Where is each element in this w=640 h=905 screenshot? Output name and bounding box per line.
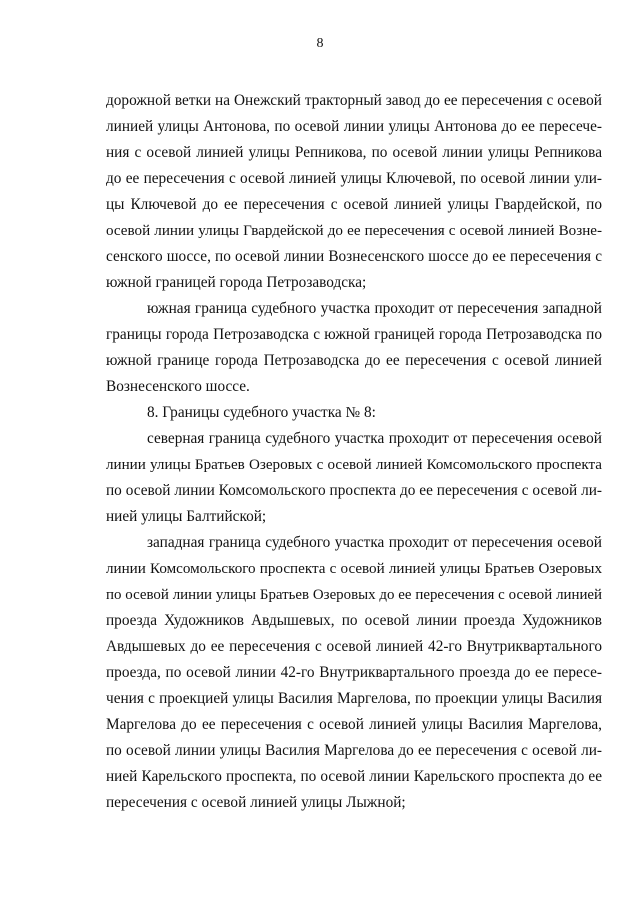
text-line: южной границей города Петрозаводска; (106, 274, 367, 291)
text-line: нией Карельского проспекта, по осевой линии Карельского проспекта до ее (106, 768, 602, 785)
text-line: проезда Художников Авдышевых, по осевой линии проезда Художников (106, 612, 602, 629)
text-line: чения с проекцией улицы Василия Маргелова, по проекции улицы Василия (106, 690, 602, 707)
text-line: по осевой линии Комсомольского проспекта до ее пересечения с осевой ли- (106, 482, 602, 499)
text-line: линии Комсомольского проспекта с осевой линией улицы Братьев Озеровых (106, 561, 602, 577)
text-line: дорожной ветки на Онежский тракторный завод до ее пересечения с осевой (106, 92, 602, 109)
text-line: западная граница судебного участка проходит от пересечения осевой (147, 534, 602, 551)
text-line: южной границе города Петрозаводска до ее пересечения с осевой линией (106, 352, 602, 369)
text-line: 8. Границы судебного участка № 8: (147, 404, 376, 421)
text-line: ния с осевой линией улицы Репникова, по осевой линии улицы Репникова (106, 144, 602, 161)
text-line: цы Ключевой до ее пересечения с осевой линией улицы Гвардейской, по (106, 196, 602, 213)
text-line: границы города Петрозаводска с южной границей города Петрозаводска по (106, 326, 602, 343)
text-line: проезда, по осевой линии 42-го Внутриквартального проезда до ее пересе- (106, 664, 602, 681)
text-line: южная граница судебного участка проходит от пересечения западной (147, 300, 602, 317)
text-line: Маргелова до ее пересечения с осевой линией улицы Василия Маргелова, (106, 716, 602, 733)
text-line: сенского шоссе, по осевой линии Вознесенского шоссе до ее пересечения с (106, 248, 602, 265)
text-line: нией улицы Балтийской; (106, 508, 267, 525)
page-number: 8 (316, 36, 324, 51)
text-line: осевой линии улицы Гвардейской до ее пересечения с осевой линией Возне- (106, 223, 602, 239)
text-line: Авдышевых до ее пересечения с осевой линией 42-го Внутриквартального (106, 638, 602, 655)
text-line: северная граница судебного участка проходит от пересечения осевой (147, 430, 602, 447)
text-line: по осевой линии улицы Василия Маргелова до ее пересечения с осевой ли- (106, 742, 602, 759)
text-line: линией улицы Антонова, по осевой линии улицы Антонова до ее пересече- (106, 118, 602, 135)
text-line: по осевой линии улицы Братьев Озеровых до ее пересечения с осевой линией (106, 587, 602, 603)
text-line: Вознесенского шоссе. (106, 378, 250, 395)
text-line: линии улицы Братьев Озеровых с осевой линией Комсомольского проспекта (106, 457, 602, 473)
text-line: до ее пересечения с осевой линией улицы Ключевой, по осевой линии ули- (106, 170, 602, 187)
document-body (106, 88, 602, 816)
text-line: пересечения с осевой линией улицы Лыжной; (106, 794, 406, 811)
